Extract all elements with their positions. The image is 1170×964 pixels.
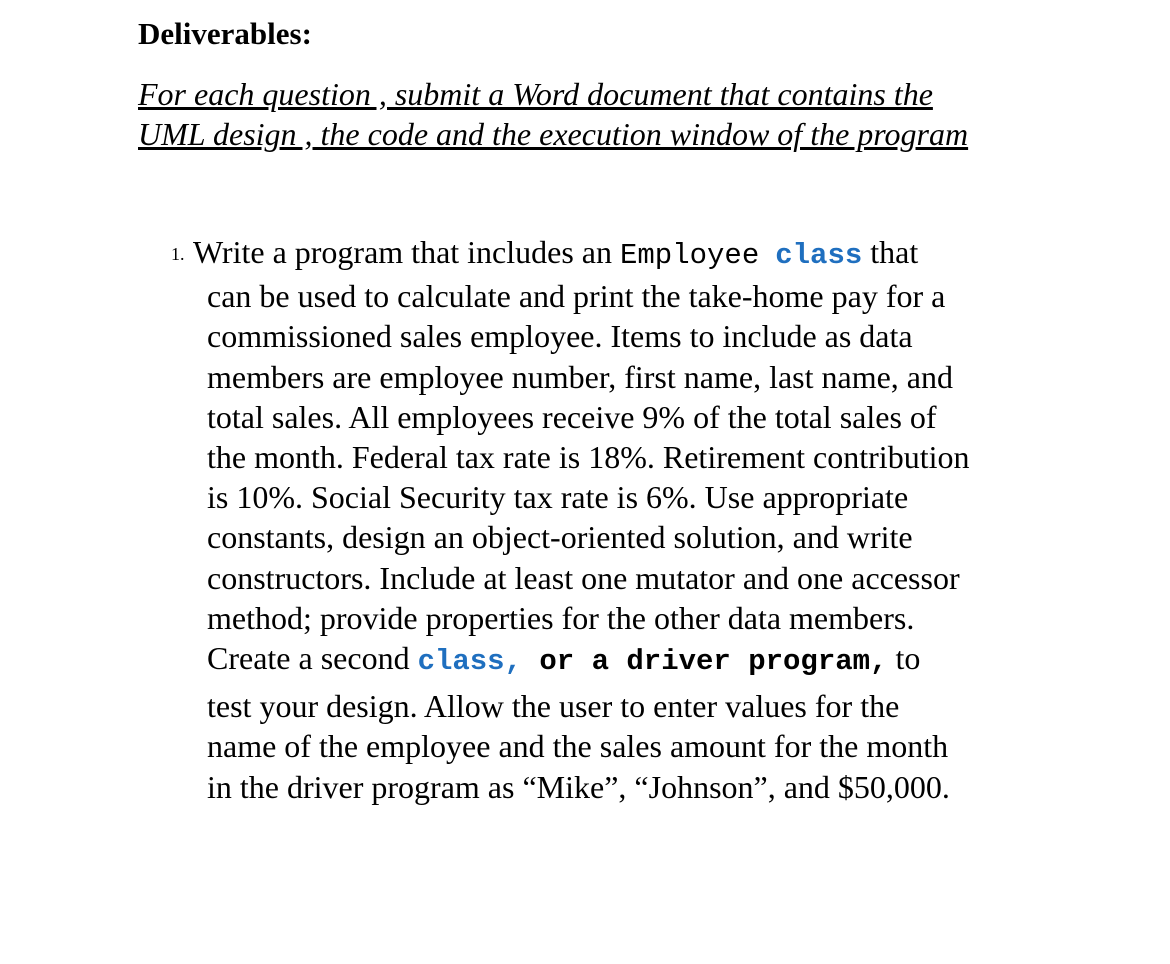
- question-line-10: method; provide properties for the other data members.: [207, 599, 915, 636]
- question-line-2: can be used to calculate and print the take-home pay for a: [207, 278, 946, 315]
- question-line-11-end: to: [887, 640, 921, 677]
- employee-class-name: Employee: [620, 239, 760, 272]
- submission-instructions: [138, 74, 1098, 154]
- question-line-7: is 10%. Social Security tax rate is 6%. Use appropriate: [207, 479, 909, 516]
- question-number: 1.: [171, 244, 185, 264]
- question-line-11-text: Create a second: [207, 640, 418, 677]
- question-line-13: name of the employee and the sales amount for the month: [207, 728, 949, 765]
- question-1-text: [193, 232, 1127, 807]
- question-line-1-end: that: [862, 234, 919, 270]
- instructions-line-1: For each question , submit a Word document that contains the: [138, 76, 933, 112]
- question-line-14: in the driver program as “Mike”, “Johnson”, and $50,000.: [207, 768, 950, 805]
- question-line-5: total sales. All employees receive 9% of the total sales of: [207, 398, 937, 435]
- question-line-1-text: Write a program that includes an: [193, 234, 620, 270]
- driver-program-keyword: or a driver program,: [521, 645, 888, 679]
- question-line-6: the month. Federal tax rate is 18%. Retirement contribution: [207, 439, 970, 476]
- deliverables-heading: Deliverables:: [138, 16, 312, 51]
- question-line-1: [193, 232, 1127, 276]
- class-keyword: class: [775, 239, 863, 272]
- instructions-line-2: UML design , the code and the execution window of the program: [138, 116, 969, 152]
- question-line-3: commissioned sales employee. Items to include as data: [207, 318, 913, 355]
- question-line-12: test your design. Allow the user to enter values for the: [207, 688, 900, 725]
- question-line-4: members are employee number, first name, last name, and: [207, 358, 953, 395]
- question-line-9: constructors. Include at least one mutator and one accessor: [207, 559, 960, 596]
- question-line-11: [207, 638, 1127, 682]
- class-keyword-second: class,: [417, 645, 522, 679]
- question-line-8: constants, design an object-oriented solution, and write: [207, 519, 913, 556]
